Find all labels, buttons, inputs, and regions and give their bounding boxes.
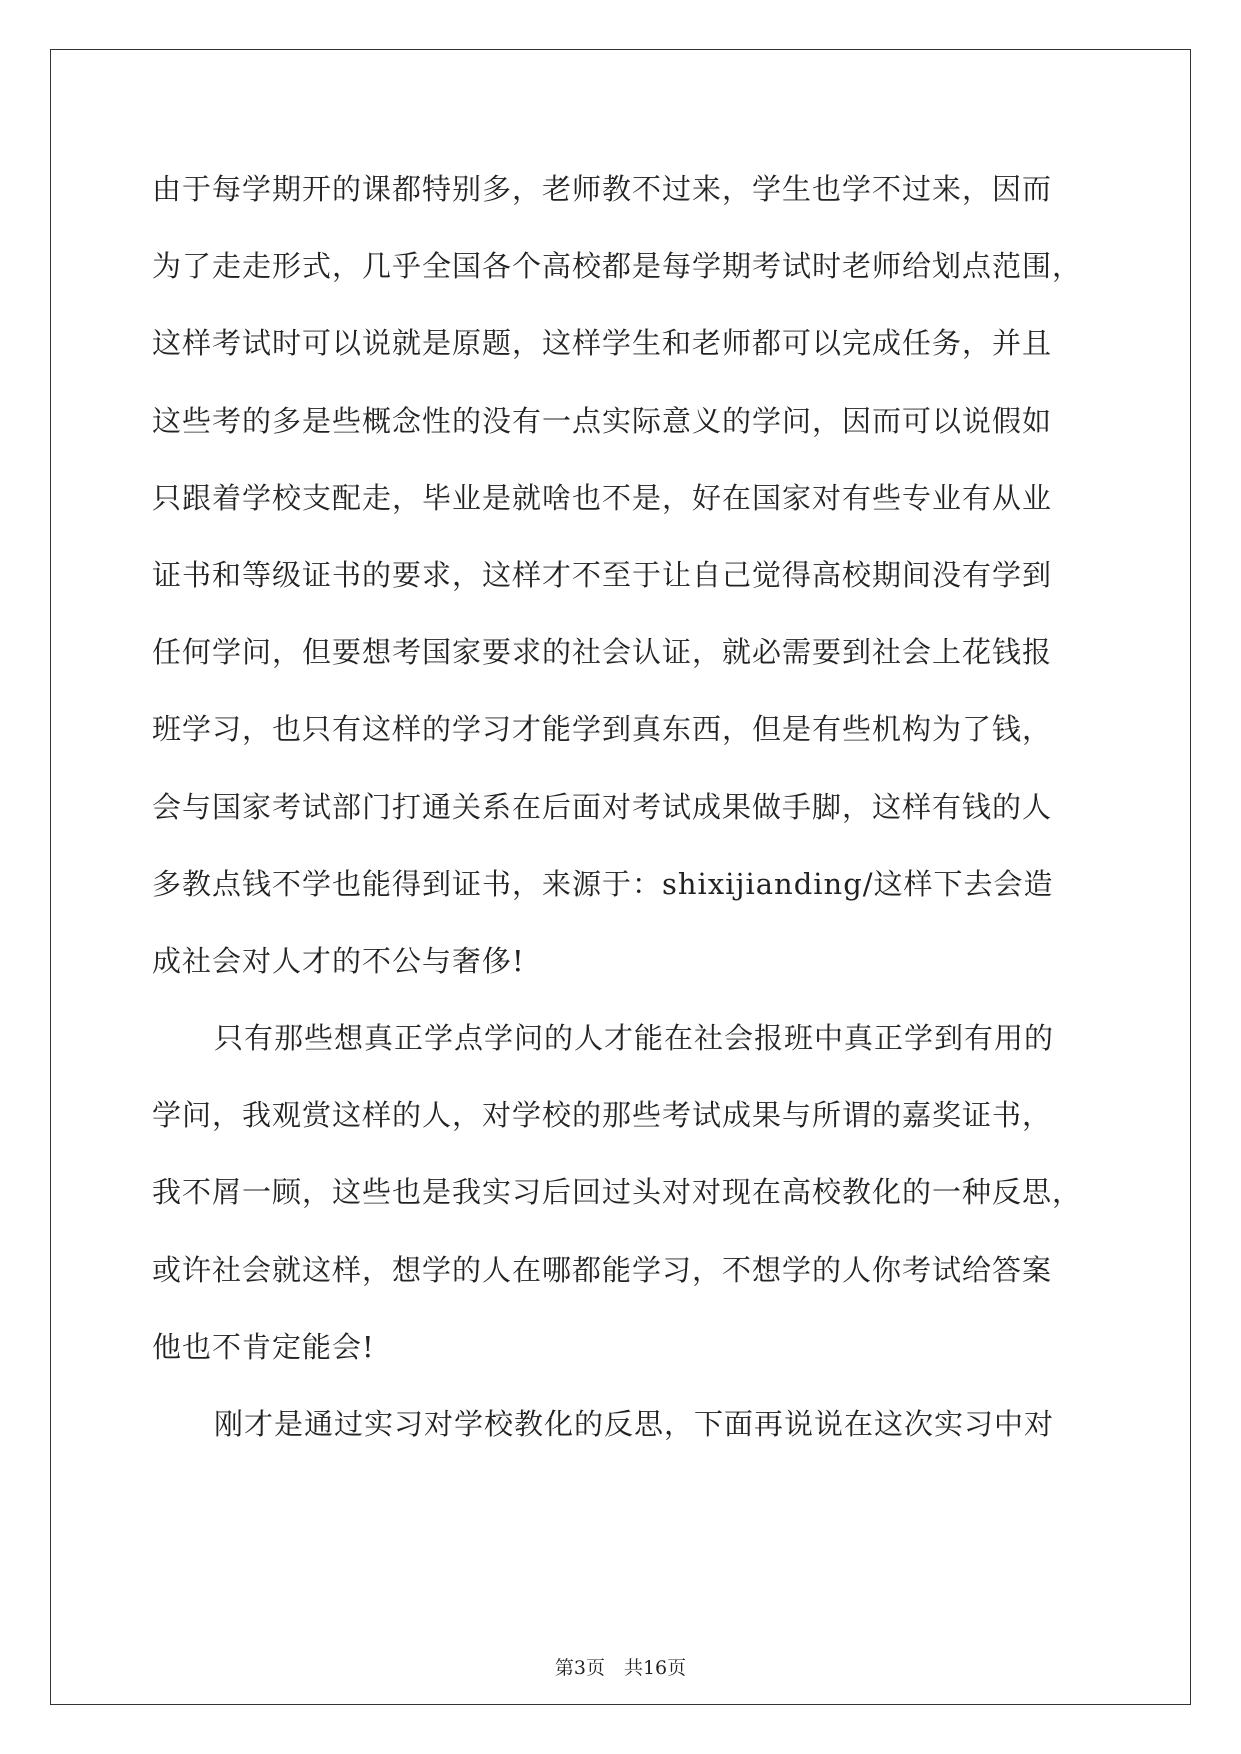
- text-line-13: 学问，我观赏这样的人，对学校的那些考试成果与所谓的嘉奖证书，: [152, 1098, 1053, 1133]
- text-line-6: 证书和等级证书的要求，这样才不至于让自己觉得高校期间没有学到: [152, 557, 1053, 592]
- text-line-3: 这样考试时可以说就是原题，这样学生和老师都可以完成任务，并且: [152, 326, 1053, 361]
- text-line-12: 只有那些想真正学点学问的人才能在社会报班中真正学到有用的: [214, 1021, 1055, 1056]
- text-line-5: 只跟着学校支配走，毕业是就啥也不是，好在国家对有些专业有从业: [152, 480, 1053, 515]
- text-line-2: 为了走走形式，几乎全国各个高校都是每学期考试时老师给划点范围，: [152, 249, 1083, 284]
- text-line-4: 这些考的多是些概念性的没有一点实际意义的学问，因而可以说假如: [152, 403, 1053, 438]
- document-body: [152, 162, 1102, 1474]
- text-line-10: 多教点钱不学也能得到证书，来源于：shixijianding/这样下去会造: [152, 866, 1054, 901]
- text-line-16: 他也不肯定能会!: [152, 1329, 375, 1364]
- text-line-15: 或许社会就这样，想学的人在哪都能学习，不想学的人你考试给答案: [152, 1252, 1053, 1287]
- text-line-1: 由于每学期开的课都特别多，老师教不过来，学生也学不过来，因而: [152, 172, 1053, 206]
- text-line-14: 我不屑一顾，这些也是我实习后回过头对对现在高校教化的一种反思，: [152, 1175, 1083, 1210]
- page-number-footer: 第3页 共16页: [554, 1657, 687, 1679]
- text-line-17: 刚才是通过实习对学校教化的反思，下面再说说在这次实习中对: [214, 1407, 1055, 1441]
- text-line-9: 会与国家考试部门打通关系在后面对考试成果做手脚，这样有钱的人: [152, 789, 1053, 824]
- text-line-8: 班学习，也只有这样的学习才能学到真东西，但是有些机构为了钱，: [152, 712, 1053, 747]
- text-line-11: 成社会对人才的不公与奢侈!: [152, 943, 525, 978]
- text-line-7: 任何学问，但要想考国家要求的社会认证，就必需要到社会上花钱报: [152, 635, 1053, 670]
